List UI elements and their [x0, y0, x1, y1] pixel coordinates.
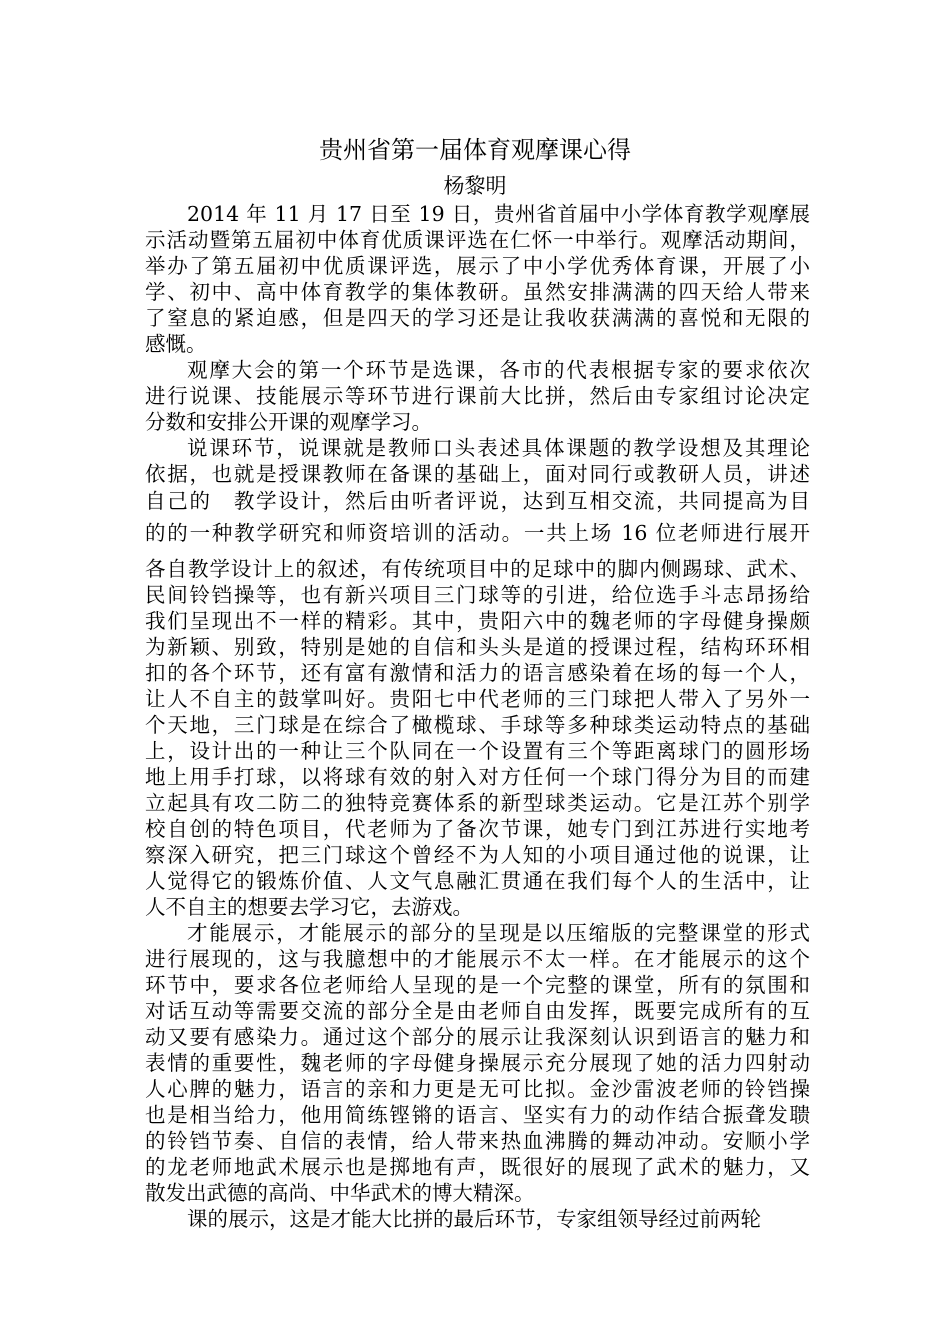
- text-line: 感慨。: [145, 332, 207, 356]
- text-line: 进行说课、技能展示等环节进行课前大比拼，然后由专家组讨论决定: [145, 384, 810, 408]
- text-line: 了窒息的紧迫感，但是四天的学习还是让我收获满满的喜悦和无限的: [145, 306, 810, 330]
- text-line: 为新颖、别致，特别是她的自信和头头是道的授课过程，结构环环相: [145, 635, 810, 659]
- text-line: 也是相当给力，他用简练铿锵的语言、坚实有力的动作结合振聋发聩: [145, 1103, 810, 1127]
- text-line: 立起具有攻二防二的独特竞赛体系的新型球类运动。它是江苏个别学: [145, 791, 810, 815]
- text-line: 才能展示，才能展示的部分的呈现是以压缩版的完整课堂的形式: [187, 921, 810, 945]
- text-line: 民间铃铛操等，也有新兴项目三门球等的引进，给位选手斗志昂扬给: [145, 583, 810, 607]
- document-author: 杨黎明: [443, 174, 507, 198]
- document-title: 贵州省第一届体育观摩课心得: [319, 136, 631, 164]
- text-line: 说课环节，说课就是教师口头表述具体课题的教学设想及其理论: [187, 436, 810, 460]
- text-line: 的的一种教学研究和师资培训的活动。一共上场 16 位老师进行展开: [145, 521, 810, 545]
- text-line: 自己的 教学设计，然后由听者评说，达到互相交流，共同提高为目: [145, 489, 810, 513]
- text-line: 上，设计出的一种让三个队同在一个设置有三个等距离球门的圆形场: [145, 739, 810, 763]
- text-line: 校自创的特色项目，代老师为了备次节课，她专门到江苏进行实地考: [145, 817, 810, 841]
- text-line: 扣的各个环节，还有富有激情和活力的语言感染着在场的每一个人，: [145, 661, 810, 685]
- text-line: 个天地，三门球是在综合了橄榄球、手球等多种球类运动特点的基础: [145, 713, 810, 737]
- text-line: 进行展现的，这与我臆想中的才能展示不太一样。在才能展示的这个: [145, 947, 810, 971]
- text-line: 课的展示，这是才能大比拼的最后环节，专家组领导经过前两轮: [187, 1207, 761, 1231]
- text-line: 人不自主的想要去学习它，去游戏。: [145, 895, 473, 919]
- text-line: 分数和安排公开课的观摩学习。: [145, 410, 432, 434]
- text-line: 学、初中、高中体育教学的集体教研。虽然安排满满的四天给人带来: [145, 280, 810, 304]
- text-line: 人觉得它的锻炼价值、人文气息融汇贯通在我们每个人的生活中，让: [145, 869, 810, 893]
- text-line: 2014 年 11 月 17 日至 19 日，贵州省首届中小学体育教学观摩展: [187, 202, 810, 226]
- text-line: 各自教学设计上的叙述，有传统项目中的足球中的脚内侧踢球、武术、: [145, 557, 810, 581]
- text-line: 的龙老师地武术展示也是掷地有声，既很好的展现了武术的魅力，又: [145, 1155, 810, 1179]
- text-line: 环节中，要求各位老师给人呈现的是一个完整的课堂，所有的氛围和: [145, 973, 810, 997]
- text-line: 表情的重要性，魏老师的字母健身操展示充分展现了她的活力四射动: [145, 1051, 810, 1075]
- text-line: 举办了第五届初中优质课评选，展示了中小学优秀体育课，开展了小: [145, 254, 810, 278]
- text-line: 人心脾的魅力，语言的亲和力更是无可比拟。金沙雷波老师的铃铛操: [145, 1077, 810, 1101]
- text-line: 示活动暨第五届初中体育优质课评选在仁怀一中举行。观摩活动期间，: [145, 228, 810, 252]
- text-line: 地上用手打球，以将球有效的射入对方任何一个球门得分为目的而建: [145, 765, 810, 789]
- text-line: 动又要有感染力。通过这个部分的展示让我深刻认识到语言的魅力和: [145, 1025, 810, 1049]
- text-line: 的铃铛节奏、自信的表情，给人带来热血沸腾的舞动冲动。安顺小学: [145, 1129, 810, 1153]
- text-line: 依据，也就是授课教师在备课的基础上，面对同行或教研人员，讲述: [145, 462, 810, 486]
- text-line: 散发出武德的高尚、中华武术的博大精深。: [145, 1181, 535, 1205]
- text-line: 察深入研究，把三门球这个曾经不为人知的小项目通过他的说课，让: [145, 843, 810, 867]
- text-line: 对话互动等需要交流的部分全是由老师自由发挥，既要完成所有的互: [145, 999, 810, 1023]
- text-line: 让人不自主的鼓掌叫好。贵阳七中代老师的三门球把人带入了另外一: [145, 687, 810, 711]
- text-line: 我们呈现出不一样的精彩。其中，贵阳六中的魏老师的字母健身操颇: [145, 609, 810, 633]
- text-line: 观摩大会的第一个环节是选课，各市的代表根据专家的要求依次: [187, 358, 810, 382]
